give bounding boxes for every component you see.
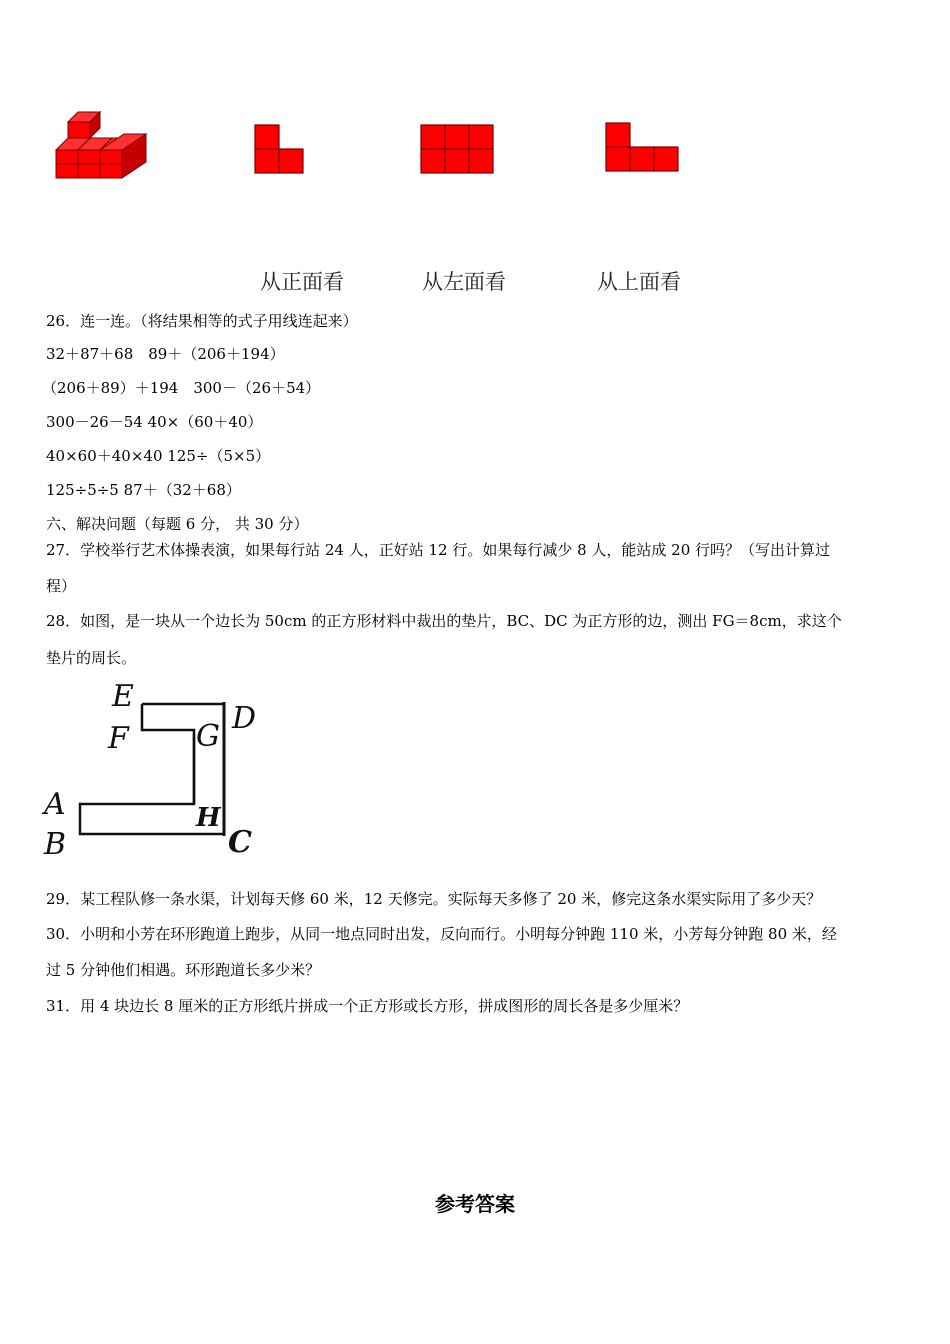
q29-text: 29．某工程队修一条水渠，计划每天修 60 米，12 天修完。实际每天多修了 20 米，修完这条水渠实际用了多少天？ [46, 890, 822, 908]
q28-line-2: 垫片的周长。 [46, 649, 137, 667]
q27-line-2: 程） [46, 577, 77, 595]
label-H: H [196, 803, 221, 833]
front-view-figure [254, 124, 306, 176]
section-6-heading: 六、解决问题（每题 6 分， 共 30 分） [46, 515, 309, 533]
cube-solid-figure [52, 110, 152, 185]
q26-title: 26．连一连。（将结果相等的式子用线连起来） [46, 312, 358, 330]
q26-row-1: 32＋87＋68 89＋（206＋194） [46, 345, 285, 363]
gasket-figure [40, 676, 270, 861]
q30-line-1: 30．小明和小芳在环形跑道上跑步，从同一地点同时出发，反向而行。小明每分钟跑 110 米，小芳每分钟跑 80 米，经 [46, 925, 837, 943]
q26-row-5: 125÷5÷5 87＋（32＋68） [46, 481, 241, 499]
label-E: E [112, 679, 134, 714]
left-view-label: 从左面看 [422, 270, 506, 294]
label-C: C [228, 825, 252, 860]
q30-line-2: 过 5 分钟他们相遇。环形跑道长多少米？ [46, 961, 321, 979]
q26-row-4: 40×60＋40×40 125÷（5×5） [46, 447, 271, 465]
top-view-figure [605, 122, 681, 174]
q28-line-1: 28．如图，是一块从一个边长为 50cm 的正方形材料中裁出的垫片，BC、DC 为正方形的边，测出 FG＝8cm，求这个 [46, 612, 842, 630]
label-A: A [44, 787, 66, 822]
left-view-figure [420, 124, 496, 176]
answer-section-title: 参考答案 [435, 1192, 515, 1216]
q26-row-3: 300－26－54 40×（60＋40） [46, 413, 263, 431]
top-view-label: 从上面看 [597, 270, 681, 294]
label-B: B [44, 827, 67, 861]
label-G: G [196, 719, 220, 754]
label-F: F [108, 721, 129, 756]
front-view-label: 从正面看 [260, 270, 344, 294]
q31-text: 31．用 4 块边长 8 厘米的正方形纸片拼成一个正方形或长方形，拼成图形的周长各是多少厘米？ [46, 997, 689, 1015]
label-D: D [232, 701, 257, 736]
q26-row-2: （206＋89）＋194 300－（26＋54） [42, 379, 321, 397]
q27-line-1: 27．学校举行艺术体操表演，如果每行站 24 人，正好站 12 行。如果每行减少 8 人，能站成 20 行吗？（写出计算过 [46, 541, 831, 559]
